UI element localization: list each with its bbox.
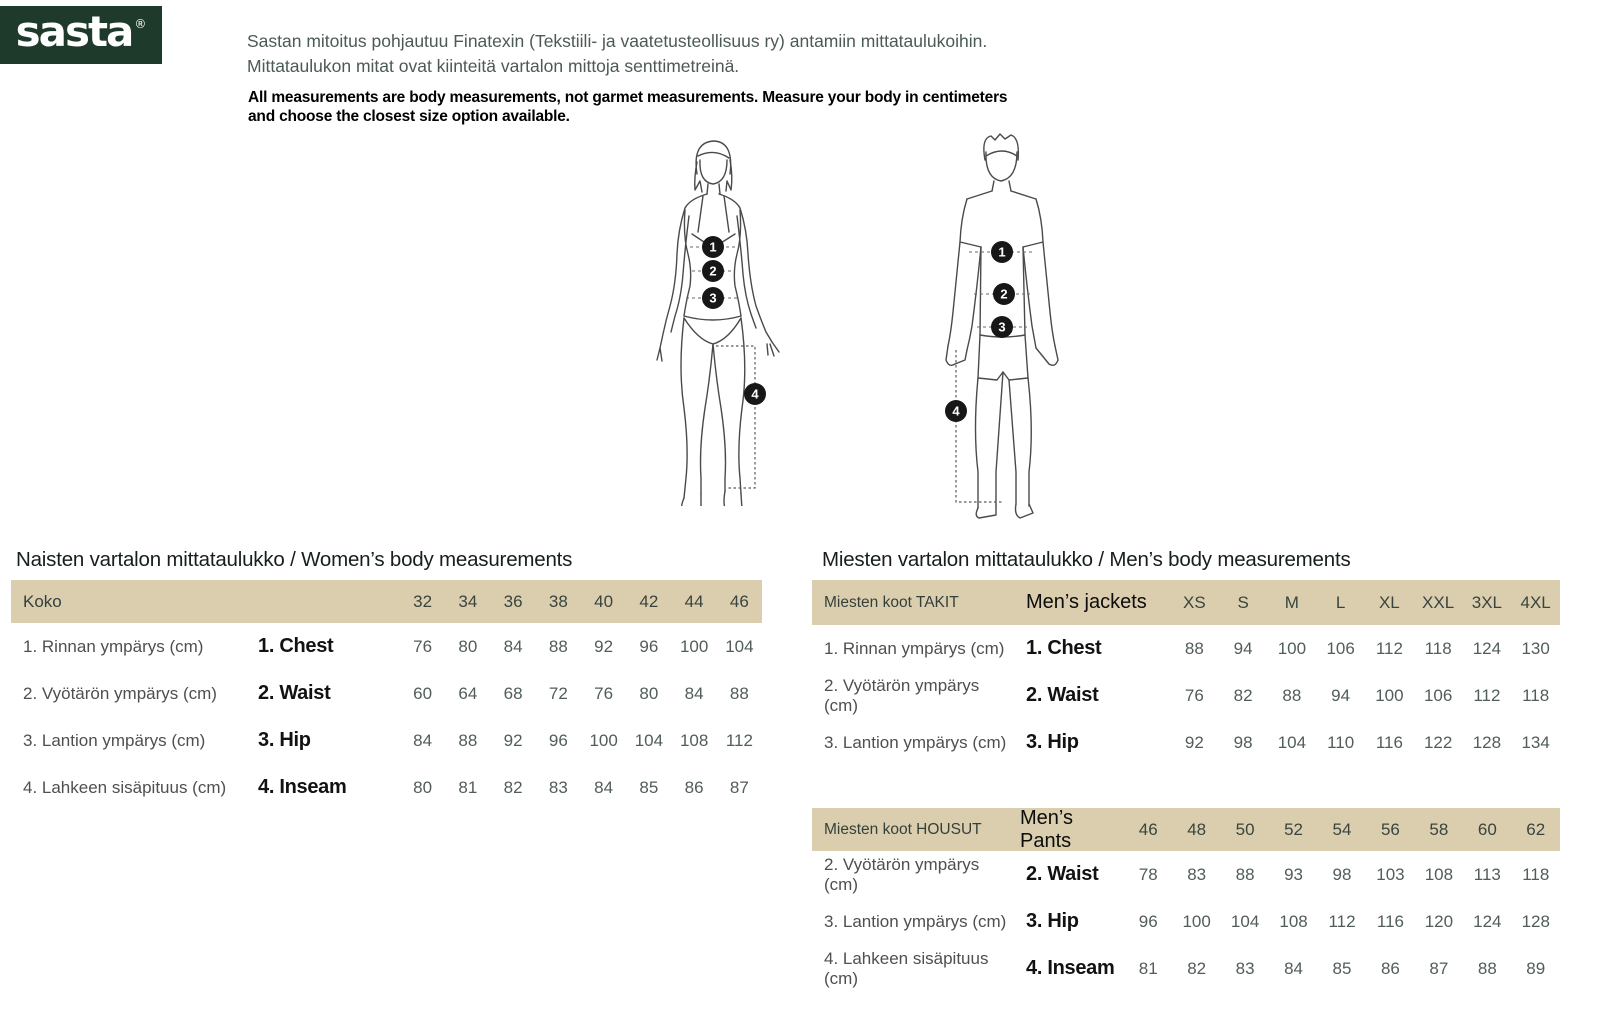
measurement-value: 113 [1473,864,1501,884]
men-jackets-table [812,580,1560,766]
measure-point-4-woman [744,383,766,405]
measurement-value: 108 [1424,864,1454,884]
sasta-logo [0,6,162,64]
measurement-value: 84 [413,730,433,750]
measurement-value: 64 [458,683,478,703]
svg-text:3: 3 [998,319,1006,335]
measurement-value: 108 [1279,911,1308,931]
measurement-value: 60 [413,683,433,703]
measurement-value: 68 [503,683,523,703]
size-column-header: 38 [536,580,581,623]
measurement-value: 104 [1230,911,1260,931]
measurement-value: 87 [1429,958,1449,978]
measurement-value: 92 [594,636,614,656]
measurement-label-fi: 4. Lahkeen sisäpituus (cm) [23,777,227,797]
measurement-label-fi: 1. Rinnan ympärys (cm) [824,638,1005,658]
measurement-value: 80 [639,683,659,703]
measurement-label-fi: 3. Lantion ympärys (cm) [824,911,1007,931]
size-column-header: 40 [581,580,626,623]
measurement-value: 81 [1138,958,1158,978]
women-measurements-table [11,580,762,811]
measurement-value: 106 [1423,685,1453,705]
measurement-value: 84 [594,777,614,797]
size-column-header: 62 [1512,808,1560,851]
measurement-value: 78 [1138,864,1158,884]
intro-fi-line1: Sastan mitoitus pohjautuu Finatexin (Tekstiili- ja vaatetusteollisuus ry) antamiin mittataulukoihin. [247,31,988,51]
measurement-value: 98 [1233,732,1253,752]
measure-point-3-man [991,316,1013,338]
size-column-header: 48 [1172,808,1220,851]
intro-text-finnish [247,29,987,79]
measurement-label-fi: 2. Vyötärön ympärys (cm) [824,675,980,715]
measurement-value: 124 [1473,911,1502,931]
measurement-value: 84 [684,683,704,703]
measurement-value: 82 [1187,958,1207,978]
measurement-value: 130 [1521,638,1550,658]
size-column-header: XXL [1414,580,1463,625]
measurement-value: 104 [725,636,754,656]
measurement-value: 112 [1375,638,1403,658]
size-column-header: 3XL [1463,580,1512,625]
size-column-header: L [1316,580,1365,625]
size-column-header: XL [1365,580,1414,625]
measurement-label-fi: 3. Lantion ympärys (cm) [23,730,206,750]
table-header-label-fi: Koko [11,580,256,623]
measurement-label-en: 2. Waist [1026,863,1099,885]
size-column-header: 56 [1366,808,1414,851]
measurement-value: 110 [1327,732,1355,752]
measurement-value: 118 [1424,638,1452,658]
women-table-title: Naisten vartalon mittataulukko / Women’s body measurements [16,548,573,571]
svg-text:3: 3 [709,290,717,306]
measurement-value: 108 [679,730,709,750]
measure-point-1-woman [702,236,724,258]
measurement-label-en: 3. Hip [258,729,311,751]
measurement-value: 92 [1184,732,1204,752]
size-column-header: 52 [1269,808,1317,851]
measurement-label-en: 1. Chest [258,635,334,657]
measurement-value: 72 [548,683,568,703]
measurement-value: 76 [1184,685,1204,705]
measurement-value: 128 [1472,732,1502,752]
measurement-value: 118 [1522,685,1550,705]
table-header-label-fi: Miesten koot TAKIT [812,580,1012,625]
measurement-label-en: 4. Inseam [1026,957,1115,979]
measure-point-1-man [991,241,1013,263]
measurement-label-en: 3. Hip [1026,910,1079,932]
measurement-value: 96 [639,636,659,656]
measurement-value: 103 [1376,864,1405,884]
measurement-value: 134 [1521,732,1550,752]
size-column-header: 4XL [1511,580,1560,625]
measurement-label-en: 2. Waist [258,682,331,704]
measurement-value: 96 [1138,911,1158,931]
measurement-value: 98 [1332,864,1352,884]
svg-text:1: 1 [998,244,1006,260]
size-column-header: 58 [1415,808,1463,851]
svg-text:4: 4 [952,403,960,419]
table-header-label-fi: Miesten koot HOUSUT [812,808,1012,851]
measurement-label-en: 3. Hip [1026,731,1079,753]
measurement-label-fi: 2. Vyötärön ympärys (cm) [23,683,217,703]
measurement-value: 85 [1332,958,1352,978]
svg-text:4: 4 [751,386,759,402]
measurement-value: 94 [1331,685,1351,705]
measurement-label-en: 1. Chest [1026,637,1102,659]
table-header-label-en [256,580,400,623]
measurement-value: 93 [1284,864,1303,884]
sasta-logo-text: sasta ® [15,7,147,56]
measurement-value: 124 [1472,638,1502,658]
measurement-value: 82 [1233,685,1253,705]
measurement-value: 100 [1375,685,1404,705]
size-column-header: 46 [1124,808,1172,851]
measurement-value: 88 [1477,958,1497,978]
measurement-value: 83 [1235,958,1255,978]
measurement-value: 106 [1326,638,1355,658]
measurement-value: 85 [639,777,659,797]
measurement-value: 104 [1277,732,1307,752]
woman-figure-diagram [640,136,790,506]
measurement-value: 88 [1184,638,1204,658]
measurement-value: 88 [729,683,749,703]
measurement-value: 100 [589,730,618,750]
intro-fi-line2: Mittataulukon mitat ovat kiinteitä vartalon mittoja senttimetreinä. [247,56,740,76]
intro-text-english [248,89,1007,126]
measurement-value: 112 [1473,685,1501,705]
measurement-value: 76 [594,683,614,703]
measurement-value: 84 [503,636,523,656]
measure-point-3-woman [702,287,724,309]
registered-trademark-symbol: ® [134,17,147,31]
measurement-value: 92 [503,730,523,750]
table-header-label-en: Men’s jackets [1012,580,1170,625]
size-column-header: 44 [672,580,717,623]
measurement-value: 94 [1233,638,1253,658]
size-column-header: 32 [400,580,445,623]
size-column-header: 36 [491,580,536,623]
measurement-value: 122 [1423,732,1453,752]
measurement-value: 100 [1182,911,1211,931]
man-figure-diagram [925,130,1080,520]
measure-point-4-man [945,400,967,422]
svg-text:1: 1 [709,239,717,255]
measurement-label-fi: 2. Vyötärön ympärys (cm) [824,854,980,894]
measurement-value: 128 [1521,911,1550,931]
measurement-value: 76 [413,636,433,656]
measure-point-2-man [993,283,1015,305]
measurement-value: 83 [1187,864,1207,884]
measurement-value: 104 [634,730,664,750]
measurement-value: 120 [1424,911,1454,931]
measurement-value: 80 [413,777,433,797]
measurement-value: 87 [729,777,749,797]
size-column-header: 46 [717,580,762,623]
size-column-header: M [1268,580,1317,625]
size-column-header: XS [1170,580,1219,625]
measurement-value: 88 [1282,685,1302,705]
measurement-value: 86 [1380,958,1400,978]
measurement-label-fi: 3. Lantion ympärys (cm) [824,732,1007,752]
men-table-title: Miesten vartalon mittataulukko / Men’s body measurements [822,548,1351,571]
measurement-value: 100 [1277,638,1307,658]
men-pants-table [812,808,1560,992]
measurement-value: 112 [1328,911,1356,931]
size-column-header: 42 [626,580,671,623]
measurement-label-fi: 4. Lahkeen sisäpituus (cm) [824,948,989,988]
measurement-value: 88 [548,636,568,656]
size-column-header: 60 [1463,808,1511,851]
measurement-value: 112 [725,730,753,750]
size-column-header: S [1219,580,1268,625]
table-header-label-en: Men’s Pants [1012,808,1124,851]
measurement-value: 84 [1284,958,1303,978]
measurement-value: 116 [1376,911,1404,931]
measurement-value: 88 [458,730,478,750]
size-column-header: 34 [445,580,490,623]
measurement-label-en: 4. Inseam [258,776,347,798]
measurement-value: 100 [679,636,709,656]
svg-text:2: 2 [1000,286,1008,302]
measurement-value: 83 [548,777,568,797]
measurement-value: 82 [503,777,523,797]
measure-point-2-woman [702,260,724,282]
svg-text:2: 2 [709,263,717,279]
size-column-header: 50 [1221,808,1269,851]
measurement-label-en: 2. Waist [1026,684,1099,706]
measurement-value: 80 [458,636,478,656]
measurement-value: 89 [1526,958,1546,978]
measurement-label-fi: 1. Rinnan ympärys (cm) [23,636,204,656]
measurement-value: 88 [1235,864,1255,884]
size-column-header: 54 [1318,808,1366,851]
measurement-value: 96 [548,730,568,750]
measurement-value: 116 [1375,732,1403,752]
intro-en-line2: and choose the closest size option available. [248,107,570,125]
measurement-value: 81 [458,777,478,797]
measurement-value: 118 [1522,864,1550,884]
measurement-value: 86 [684,777,704,797]
intro-en-line1: All measurements are body measurements, not garmet measurements. Measure your body in centimeters [248,89,1008,106]
